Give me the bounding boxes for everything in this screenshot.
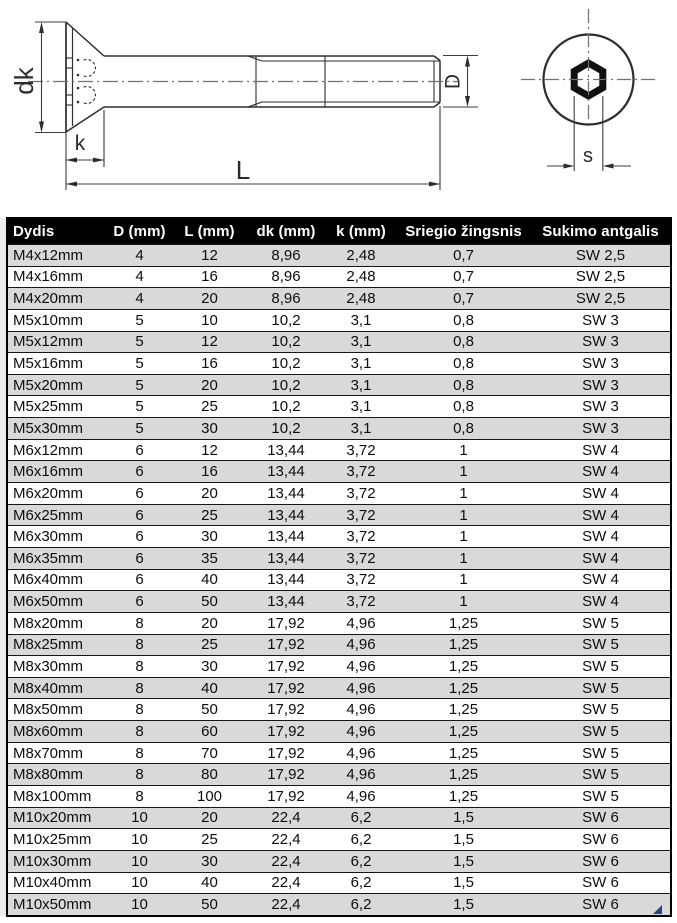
table-cell: 1	[396, 461, 531, 483]
table-cell: 4,96	[326, 612, 396, 634]
table-cell: 25	[173, 504, 246, 526]
table-cell: 17,92	[246, 677, 326, 699]
table-cell: 100	[173, 786, 246, 808]
table-cell: 10,2	[246, 396, 326, 418]
screw-end-view	[521, 9, 656, 171]
table-row	[7, 504, 671, 526]
table-cell: 2,48	[326, 288, 396, 310]
table-cell: 0,8	[396, 353, 531, 375]
table-cell: SW 3	[531, 396, 671, 418]
table-cell: 40	[173, 872, 246, 894]
table-row	[7, 374, 671, 396]
table-cell: SW 6	[531, 894, 671, 916]
arrowhead	[465, 56, 470, 67]
table-cell: 0,7	[396, 245, 531, 267]
table-row	[7, 569, 671, 591]
table-cell: 1,25	[396, 786, 531, 808]
table-cell: M10x30mm	[7, 850, 106, 872]
table-cell: 4,96	[326, 634, 396, 656]
table-cell: 10	[106, 894, 173, 916]
table-cell: 13,44	[246, 526, 326, 548]
table-cell: 6,2	[326, 894, 396, 916]
table-cell: SW 5	[531, 656, 671, 678]
table-cell: M6x30mm	[7, 526, 106, 548]
table-cell: M10x20mm	[7, 807, 106, 829]
table-cell: SW 4	[531, 526, 671, 548]
header-drive-bit: Sukimo antgalis	[531, 218, 671, 245]
table-cell: SW 5	[531, 721, 671, 743]
table-cell: 17,92	[246, 699, 326, 721]
table-cell: 5	[106, 396, 173, 418]
table-row	[7, 656, 671, 678]
header-thread-pitch: Sriegio žingsnis	[396, 218, 531, 245]
table-cell: 1	[396, 504, 531, 526]
table-cell: 10,2	[246, 418, 326, 440]
table-cell: 22,4	[246, 850, 326, 872]
table-cell: 6,2	[326, 807, 396, 829]
header-dk-mm: dk (mm)	[246, 218, 326, 245]
diameter-dimension	[442, 56, 478, 108]
table-cell: 0,8	[396, 309, 531, 331]
header-k-mm: k (mm)	[326, 218, 396, 245]
table-cell: SW 3	[531, 418, 671, 440]
table-cell: 10	[106, 807, 173, 829]
table-cell: 4,96	[326, 786, 396, 808]
table-row	[7, 483, 671, 505]
table-cell: M5x30mm	[7, 418, 106, 440]
table-cell: M8x100mm	[7, 786, 106, 808]
table-cell: SW 5	[531, 742, 671, 764]
table-cell: 1,25	[396, 612, 531, 634]
table-cell: 1,5	[396, 807, 531, 829]
table-cell: 8	[106, 612, 173, 634]
table-row	[7, 850, 671, 872]
table-cell: 0,7	[396, 266, 531, 288]
table-cell: 25	[173, 634, 246, 656]
table-cell: SW 5	[531, 786, 671, 808]
fill-handle[interactable]	[653, 905, 662, 914]
table-row	[7, 461, 671, 483]
table-cell: SW 3	[531, 331, 671, 353]
table-cell: 5	[106, 331, 173, 353]
table-cell: 4	[106, 288, 173, 310]
table-cell: 12	[173, 245, 246, 267]
table-cell: SW 4	[531, 504, 671, 526]
table-row	[7, 677, 671, 699]
table-cell: SW 5	[531, 612, 671, 634]
table-cell: M10x25mm	[7, 829, 106, 851]
table-cell: 13,44	[246, 504, 326, 526]
table-cell: SW 5	[531, 677, 671, 699]
table-cell: 22,4	[246, 807, 326, 829]
dk-label: dk	[8, 67, 39, 95]
header-dydis: Dydis	[7, 218, 106, 245]
table-cell: 4	[106, 266, 173, 288]
table-cell: 3,72	[326, 569, 396, 591]
table-cell: M6x35mm	[7, 547, 106, 569]
table-cell: 70	[173, 742, 246, 764]
table-cell: 17,92	[246, 742, 326, 764]
table-cell: 25	[173, 829, 246, 851]
table-cell: 8	[106, 699, 173, 721]
table-cell: SW 3	[531, 309, 671, 331]
table-cell: M10x40mm	[7, 872, 106, 894]
table-cell: 2,48	[326, 245, 396, 267]
table-cell: SW 3	[531, 353, 671, 375]
table-cell: 3,72	[326, 526, 396, 548]
table-cell: M10x50mm	[7, 894, 106, 916]
table-cell: 80	[173, 764, 246, 786]
table-cell: 10,2	[246, 309, 326, 331]
table-cell: M6x20mm	[7, 483, 106, 505]
table-row	[7, 829, 671, 851]
table-cell: 6,2	[326, 829, 396, 851]
table-row	[7, 591, 671, 613]
table-row	[7, 634, 671, 656]
table-cell: 50	[173, 591, 246, 613]
table-cell: 4,96	[326, 764, 396, 786]
table-cell: SW 6	[531, 807, 671, 829]
table-row	[7, 721, 671, 743]
table-cell: 0,8	[396, 331, 531, 353]
table-cell: M5x16mm	[7, 353, 106, 375]
table-row	[7, 353, 671, 375]
table-cell: 10	[106, 829, 173, 851]
arrowhead	[66, 158, 77, 163]
table-cell: 20	[173, 288, 246, 310]
table-cell: 30	[173, 418, 246, 440]
header-l-mm: L (mm)	[173, 218, 246, 245]
table-cell: M4x20mm	[7, 288, 106, 310]
table-header-row	[7, 218, 671, 245]
table-cell: 12	[173, 331, 246, 353]
table-cell: SW 4	[531, 569, 671, 591]
table-cell: 1	[396, 547, 531, 569]
table-cell: 0,8	[396, 396, 531, 418]
arrowhead	[93, 158, 104, 163]
table-cell: SW 5	[531, 764, 671, 786]
table-cell: 5	[106, 309, 173, 331]
table-cell: 22,4	[246, 872, 326, 894]
table-cell: 1,5	[396, 829, 531, 851]
table-row	[7, 807, 671, 829]
table-cell: M5x25mm	[7, 396, 106, 418]
table-row	[7, 764, 671, 786]
table-cell: 17,92	[246, 721, 326, 743]
table-cell: 1,5	[396, 872, 531, 894]
table-cell: M8x50mm	[7, 699, 106, 721]
table-cell: 8,96	[246, 245, 326, 267]
table-cell: 1	[396, 439, 531, 461]
table-row	[7, 612, 671, 634]
table-cell: M6x50mm	[7, 591, 106, 613]
table-cell: 8	[106, 786, 173, 808]
table-cell: M5x12mm	[7, 331, 106, 353]
table-cell: 8,96	[246, 288, 326, 310]
table-cell: 25	[173, 396, 246, 418]
table-cell: SW 6	[531, 850, 671, 872]
table-cell: 5	[106, 374, 173, 396]
table-body	[7, 245, 671, 916]
table-cell: M8x20mm	[7, 612, 106, 634]
table-cell: SW 5	[531, 699, 671, 721]
table-row	[7, 547, 671, 569]
header-d-mm: D (mm)	[106, 218, 173, 245]
table-cell: 8	[106, 742, 173, 764]
table-cell: SW 3	[531, 374, 671, 396]
arrowhead	[603, 164, 614, 169]
table-cell: SW 6	[531, 872, 671, 894]
table-cell: 13,44	[246, 439, 326, 461]
table-cell: 4,96	[326, 699, 396, 721]
arrowhead	[465, 96, 470, 107]
table-cell: 1	[396, 483, 531, 505]
table-cell: 6,2	[326, 872, 396, 894]
table-cell: 1,25	[396, 699, 531, 721]
arrowhead	[39, 122, 44, 133]
table-cell: 1,25	[396, 677, 531, 699]
table-cell: 3,72	[326, 591, 396, 613]
table-cell: 13,44	[246, 483, 326, 505]
table-cell: 6	[106, 547, 173, 569]
table-cell: 6	[106, 439, 173, 461]
table-row	[7, 396, 671, 418]
table-cell: 35	[173, 547, 246, 569]
table-cell: 10,2	[246, 374, 326, 396]
table-cell: SW 2,5	[531, 288, 671, 310]
table-cell: 50	[173, 894, 246, 916]
table-cell: 0,7	[396, 288, 531, 310]
table-row	[7, 526, 671, 548]
table-cell: 3,72	[326, 483, 396, 505]
table-cell: 13,44	[246, 591, 326, 613]
table-cell: 3,1	[326, 374, 396, 396]
table-cell: 3,72	[326, 547, 396, 569]
arrowhead	[429, 182, 440, 187]
diameter-label: D	[441, 73, 465, 90]
table-cell: 22,4	[246, 894, 326, 916]
dk-dimension	[9, 22, 66, 133]
table-row	[7, 872, 671, 894]
table-cell: 6	[106, 504, 173, 526]
table-cell: 8	[106, 656, 173, 678]
table-cell: M8x25mm	[7, 634, 106, 656]
table-cell: 1,5	[396, 894, 531, 916]
table-cell: 60	[173, 721, 246, 743]
table-cell: 10,2	[246, 353, 326, 375]
table-row	[7, 245, 671, 267]
table-cell: SW 2,5	[531, 266, 671, 288]
table-cell: 13,44	[246, 461, 326, 483]
table-cell: 5	[106, 418, 173, 440]
table-cell: 1,25	[396, 764, 531, 786]
table-cell: SW 4	[531, 461, 671, 483]
table-cell: 17,92	[246, 764, 326, 786]
dimensions-table	[6, 217, 672, 917]
table-cell: 10	[106, 872, 173, 894]
table-row	[7, 742, 671, 764]
table-cell: M8x70mm	[7, 742, 106, 764]
table-row	[7, 439, 671, 461]
table-cell: 30	[173, 850, 246, 872]
table-cell: M8x40mm	[7, 677, 106, 699]
table-cell: 1,5	[396, 850, 531, 872]
table-cell: 1,25	[396, 721, 531, 743]
table-cell: M6x40mm	[7, 569, 106, 591]
table-cell: 3,72	[326, 461, 396, 483]
table-cell: M4x16mm	[7, 266, 106, 288]
table-cell: 8	[106, 764, 173, 786]
table-cell: 3,1	[326, 418, 396, 440]
table-cell: 4,96	[326, 721, 396, 743]
table-cell: SW 4	[531, 591, 671, 613]
table-cell: 17,92	[246, 612, 326, 634]
table-cell: 4	[106, 245, 173, 267]
table-cell: 6	[106, 569, 173, 591]
table-cell: SW 4	[531, 439, 671, 461]
table-cell: 8,96	[246, 266, 326, 288]
table-row	[7, 418, 671, 440]
table-cell: 8	[106, 634, 173, 656]
table-cell: 1,25	[396, 656, 531, 678]
table-cell: 3,1	[326, 353, 396, 375]
table-cell: 16	[173, 266, 246, 288]
arrowhead	[66, 182, 77, 187]
table-cell: 5	[106, 353, 173, 375]
table-cell: 6	[106, 461, 173, 483]
table-cell: M6x16mm	[7, 461, 106, 483]
table-cell: 1,25	[396, 634, 531, 656]
table-row	[7, 266, 671, 288]
table-cell: 1	[396, 569, 531, 591]
table-cell: 22,4	[246, 829, 326, 851]
screw-side-view	[28, 22, 458, 132]
table-cell: 0,8	[396, 374, 531, 396]
table-cell: 16	[173, 353, 246, 375]
table-cell: 4,96	[326, 677, 396, 699]
screw-technical-drawing	[0, 0, 677, 217]
arrowhead	[564, 164, 575, 169]
table-cell: 13,44	[246, 569, 326, 591]
table-cell: 13,44	[246, 547, 326, 569]
table-cell: 3,72	[326, 439, 396, 461]
length-label: L	[235, 155, 251, 185]
socket-size-label: s	[583, 145, 593, 167]
table-row	[7, 699, 671, 721]
table-cell: M4x12mm	[7, 245, 106, 267]
table-cell: SW 4	[531, 483, 671, 505]
table-row	[7, 288, 671, 310]
table-row	[7, 309, 671, 331]
table-cell: M6x25mm	[7, 504, 106, 526]
table-cell: 20	[173, 483, 246, 505]
table-cell: 6	[106, 591, 173, 613]
table-cell: 3,1	[326, 396, 396, 418]
table-cell: 40	[173, 677, 246, 699]
table-cell: 20	[173, 374, 246, 396]
k-label: k	[74, 132, 86, 155]
table-cell: 40	[173, 569, 246, 591]
table-cell: 6	[106, 526, 173, 548]
table-cell: 16	[173, 461, 246, 483]
table-row	[7, 331, 671, 353]
table-cell: 3,1	[326, 309, 396, 331]
table-cell: SW 4	[531, 547, 671, 569]
table-cell: 17,92	[246, 656, 326, 678]
table-cell: 1	[396, 526, 531, 548]
table-cell: 10	[173, 309, 246, 331]
table-cell: 17,92	[246, 786, 326, 808]
table-cell: 6,2	[326, 850, 396, 872]
table-cell: 3,72	[326, 504, 396, 526]
table-cell: 10	[106, 850, 173, 872]
table-cell: 20	[173, 807, 246, 829]
table-cell: 8	[106, 677, 173, 699]
arrowhead	[39, 22, 44, 33]
table-cell: 2,48	[326, 266, 396, 288]
table-cell: 4,96	[326, 656, 396, 678]
table-cell: M8x60mm	[7, 721, 106, 743]
table-cell: M5x10mm	[7, 309, 106, 331]
table-cell: 20	[173, 612, 246, 634]
length-dimension	[66, 106, 440, 190]
table-cell: 30	[173, 656, 246, 678]
table-cell: SW 5	[531, 634, 671, 656]
table-cell: 1,25	[396, 742, 531, 764]
table-cell: 0,8	[396, 418, 531, 440]
table-cell: SW 6	[531, 829, 671, 851]
table-cell: M5x20mm	[7, 374, 106, 396]
table-row	[7, 894, 671, 916]
k-dimension	[66, 110, 104, 190]
table-cell: M6x12mm	[7, 439, 106, 461]
table-cell: 10,2	[246, 331, 326, 353]
table-cell: 50	[173, 699, 246, 721]
table-cell: M8x30mm	[7, 656, 106, 678]
table-cell: 12	[173, 439, 246, 461]
table-cell: 8	[106, 721, 173, 743]
table-cell: M8x80mm	[7, 764, 106, 786]
table-cell: 3,1	[326, 331, 396, 353]
table-cell: 6	[106, 483, 173, 505]
table-cell: 30	[173, 526, 246, 548]
table-cell: SW 2,5	[531, 245, 671, 267]
table-row	[7, 786, 671, 808]
table-cell: 1	[396, 591, 531, 613]
table-cell: 4,96	[326, 742, 396, 764]
table-cell: 17,92	[246, 634, 326, 656]
